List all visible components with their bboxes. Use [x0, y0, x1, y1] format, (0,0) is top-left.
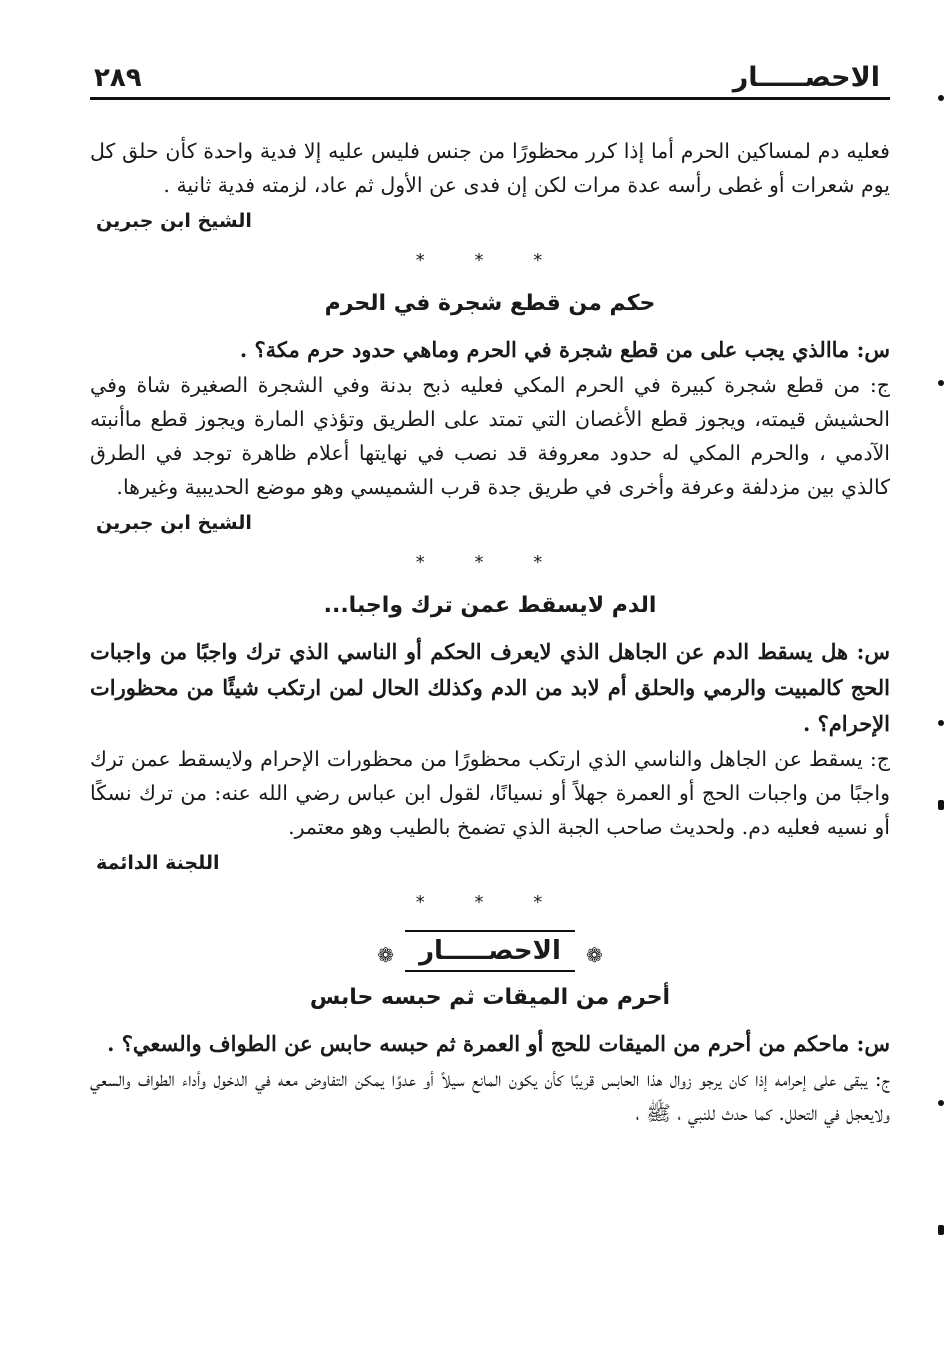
heading-cutting-tree: حكم من قطع شجرة في الحرم — [324, 291, 656, 316]
chapter-heading — [90, 930, 890, 972]
question-1: س: ماالذي يجب على من قطع شجرة في الحرم وماهي حدود حرم مكة؟ . — [239, 337, 890, 362]
attribution-permanent-committee: اللجنة الدائمة — [96, 852, 220, 874]
answer-1: ج: من قطع شجرة كبيرة في الحرم المكي فعليه ذبح بدنة وفي الشجرة الصغيرة شاة وفي الحشيش قيمته، ويجوز قطع الأغصان التي تمتد على الطريق وتؤذي المارة ويجوز قطع ماأنبته الآدمي ، والحرم المكي له حدود معروفة قد نصب في نهايتها أعلام ظاهرة توجد في الطرق كالذي بين مزدلفة وعرفة وأخرى في طريق جدة قرب الشميسي وهو موضع الحديبية وغيرها. — [90, 373, 890, 499]
section-separator-3: * * * — [415, 892, 565, 913]
section-separator-2: * * * — [415, 552, 565, 573]
ornament-icon: ❁ — [585, 942, 603, 967]
heading-blood-not-dropped: الدم لايسقط عمن ترك واجبا... — [323, 593, 657, 618]
attribution-ibn-jibreen-1: الشيخ ابن جبرين — [96, 210, 252, 232]
chapter-title: الاحصـــــار — [405, 930, 575, 972]
page-number: ٢٨٩ — [94, 63, 142, 93]
scan-mark — [938, 1225, 944, 1235]
ornament-icon: ❁ — [377, 942, 394, 967]
question-2: س: هل يسقط الدم عن الجاهل الذي لايعرف الحكم أو الناسي الذي ترك واجبًا من واجبات الحج كالمبيت والرمي والحلق أم لابد من الدم وكذلك الحال لمن ارتكب شيئًا من محظورات الإحرام؟ . — [90, 639, 890, 736]
heading-ihram-then-blocked: أحرم من الميقات ثم حبسه حابس — [309, 985, 671, 1010]
page-header — [90, 55, 890, 100]
running-section-title: الاحصـــــار — [732, 62, 880, 93]
continued-paragraph: فعليه دم لمساكين الحرم أما إذا كرر محظورًا من جنس فليس عليه إلا فدية واحدة كأن حلق كل يوم شعرات أو غطى رأسه عدة مرات لكن إن فدى عن الأول ثم عاد، لزمته فدية ثانية . — [90, 139, 890, 197]
answer-2: ج: يسقط عن الجاهل والناسي الذي ارتكب محظورًا من محظورات الإحرام ولايسقط عمن ترك واجبًا من واجبات الحج أو العمرة جهلاً أو نسيانًا، لقول ابن عباس رضي الله عنه: من ترك نسكًا أو نسيه فعليه دم. ولحديث صاحب الجبة الذي تضمخ بالطيب وهو معتمر. — [90, 747, 890, 839]
scan-mark — [938, 95, 944, 101]
scan-mark — [938, 380, 944, 386]
page — [90, 55, 890, 1350]
question-3: س: ماحكم من أحرم من الميقات للحج أو العمرة ثم حبسه حابس عن الطواف والسعي؟ . — [107, 1031, 890, 1056]
scan-mark — [938, 800, 944, 810]
attribution-ibn-jibreen-2: الشيخ ابن جبرين — [96, 512, 252, 534]
section-separator-1: * * * — [415, 250, 565, 271]
scan-mark — [938, 720, 944, 726]
answer-3: ج: يبقى على إحرامه إذا كان يرجو زوال هذا الحابس قريبًا كأن يكون المانع سيلاً أو عدوًا يمكن التفاوض معه في الدخول وأداء الطواف والسعي ولايعجل في التحلل. كما حدث للنبي ، ﷺ ، — [90, 1067, 890, 1125]
scan-mark — [938, 1100, 944, 1106]
